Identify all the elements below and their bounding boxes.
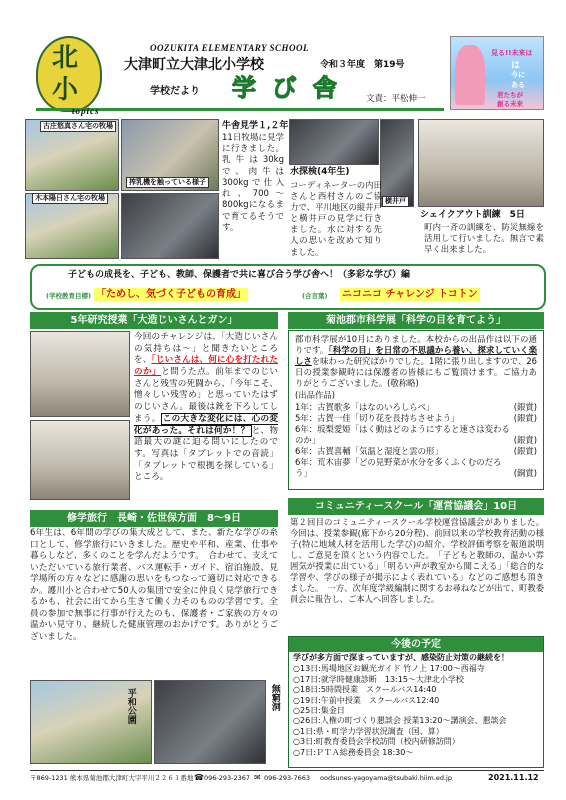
schedule-item: ○25日:集金日: [293, 705, 345, 715]
science-entry-title: 「気温と湿度と雲の形」: [350, 445, 443, 456]
corner-text-3: 今に: [511, 71, 525, 79]
footer-email[interactable]: oodsunes-yagoyama@tsubaki.hiim.ed.jp: [320, 774, 452, 782]
research-text: [134, 332, 278, 484]
research-heading: 5年研究授業「大造じいさんとガン」: [30, 312, 278, 329]
ranch-text: 11日牧場に見学に行きました。乳牛は30kgで、肉牛は300kgで仕入れ、700〜800kgになるまで育てるそうです。: [222, 133, 284, 233]
corner-text-4: ある: [511, 81, 525, 89]
footer-date: 2021.11.12: [488, 773, 539, 782]
photo-cattle: [121, 193, 219, 259]
goal-label: (学校教育目標): [46, 292, 91, 300]
school-goal: 「ためし、気づく子どもの育成」: [96, 289, 246, 300]
science-entry-text: [295, 457, 512, 479]
schedule-item: ○1日:県・町学力学習状況調査（国、算）: [293, 726, 444, 736]
science-entry-text: [295, 402, 434, 413]
science-entry-text: [295, 446, 443, 457]
science-entry-award: (銀賞): [513, 412, 537, 423]
science-entry-title: 「はく動はどのようにすると速さは変わるのか」: [295, 423, 510, 445]
science-entry-award: (銀賞): [513, 445, 537, 456]
trip-heading: 修学旅行 長崎・佐世保方面 8〜9日: [30, 510, 278, 527]
science-entry-title: 「切り花を長持ちさせよう」: [350, 412, 460, 423]
goal-banner: [30, 264, 546, 310]
cave-title: 水探検(4年生): [290, 167, 350, 177]
schedule-intro: 学びが多方面で深まっていますが、感染防止対策の継続を！: [293, 653, 509, 662]
school-name: 大津町立大津北小学校: [124, 57, 264, 73]
research-text-c: と、物語最大の謎に迫る問いにしたのです。写真は「タブレットでの音読」「タブレットで根拠を探している」ところ。: [134, 425, 278, 483]
schedule-box: [288, 636, 544, 768]
science-entry-title: 「はなのいろしらべ」: [350, 401, 435, 412]
phone-icon: ☎: [194, 773, 204, 782]
footer-address: 〒869-1231 熊本県菊池郡大津町大字平川２２６１番地: [30, 774, 194, 782]
science-entry: [295, 446, 537, 457]
newsletter-title: 学 び 舎: [232, 73, 341, 102]
photo-shakeout: [418, 119, 544, 207]
photo-mukyudo: [154, 680, 266, 764]
fax-icon: ✉: [254, 773, 261, 782]
science-heading: 菊池郡市科学展「科学の目を育てよう」: [288, 312, 544, 329]
corner-text-1: 見る!!未来は: [491, 49, 533, 57]
cave-text: コーディネーターの内田さんと西村さんのご協力で、平川地区の縦井戸と横井戸の見学に行きました。水に対する先人の思いを改めて知りました。: [290, 180, 382, 257]
caption-farm-2: 木本陽日さん宅の牧場: [32, 193, 108, 204]
trip-text: 6年生は、6年間の学びの集大成として、また、新たな学びの糸口として、修学旅行にいきました。歴史や平和、産業、仕事や暮らしなど、多くのことを学んだようです。 合わせて、支えていただいている旅行業者、バス運転手・ガイド、宿泊施設、見学場所の方々などに感謝の思いをもつなって適切に対応できるか。護川小と合わせて50人の集団で安全に仲良く見学旅行できるかも、社会に出てから生きて働く力そのものの学習です。全員の参加で無事に行事が行えたのも、保護者・ご家族の方々の温かい見守り、継続した健康管理のおかげです。ありがとうございました。: [30, 528, 278, 642]
science-intro-a: 郡市科学展が10月にありました。本校からの出品作は以下の通りです。: [295, 334, 537, 356]
science-entry-grade: 6年：荒木宙夢: [295, 457, 351, 468]
schedule-list: [289, 664, 543, 758]
science-intro: [295, 334, 537, 389]
schedule-heading: 今後の予定: [289, 637, 543, 652]
corner-text-2: は: [511, 61, 521, 71]
science-entry-award: (銀賞): [513, 401, 537, 412]
community-text: 第２回目のコミュニティースクール学校運営協議会がありました。今回は、授業参観(廊下から20分程)、前回以来の学校教育活動の様子(特に地域人材を活用した学び)の紹介、学校評価考察を報道説明し、ご意見を頂くという内容でした。 「子どもと教師の、温かい雰囲気が授業に出ている」「明るい声が教室から聞こえる」「総合的な学習や、学びの様子が掲示によく表れている」などのご感想も頂きました。 一方、次年度学級編制に関するお尋ねなどが出て、町教委員会に報告し、ご本人へ回答しました。: [290, 517, 544, 604]
logo-char-1: 北: [52, 43, 79, 73]
shakeout-title: シェイクアウト訓練 5日: [420, 210, 525, 220]
science-intro-b: を味わった研究ばかりでした。1階に張り出しますので、26日の授業参観時には保護者の皆様にもご覧頂けます。ご協力ありがとうございました。(敬称略): [295, 356, 538, 389]
science-entry-grade: 5年：古賀一佳: [295, 412, 351, 423]
motto: ニコニコ チャレンジ トコトン: [342, 289, 478, 300]
science-entry: [295, 402, 537, 413]
science-entry: [295, 413, 537, 424]
research-text-b: と問うた点。前年までのじいさんと残雪の死闘から、「今年こそ、憎々しい残雪め」と思っていたはずのじいさん。最後は銃を下ろしてしまう。: [134, 367, 278, 424]
school-logo: [36, 36, 102, 112]
science-list-label: (出品作品): [295, 390, 336, 401]
schedule-item: ○17日:就学時健康診断 13:15〜大津北小学校: [293, 674, 464, 684]
photo-lesson-2: [30, 420, 130, 500]
corner-text-5: 君たちが: [497, 91, 523, 99]
footer-rule: [30, 770, 544, 771]
science-entry: [295, 424, 537, 446]
footer-fax: 096-293-7663: [264, 774, 311, 782]
shakeout-text: 町内一斉の訓練を、防災無線を活用して行いました。無言で素早く出来ました。: [424, 222, 544, 255]
school-english-name: OOZUKITA ELEMENTARY SCHOOL: [150, 43, 310, 53]
corner-text-6: 創る未来: [497, 100, 523, 108]
schedule-item: ○13日:馬場地区お観光ガイド 竹ノ上 17:00〜西福寺: [293, 664, 485, 674]
caption-milking: 搾乳機を触っている様子: [126, 177, 209, 188]
photo-well: [380, 119, 414, 207]
schedule-item: ○18日:5時間授業 スクールバス14:40: [293, 685, 437, 695]
community-heading: コミュニティースクール「運営協議会」10日: [288, 498, 544, 515]
caption-mukyudo: 無窮洞: [269, 684, 280, 711]
science-intro-highlight: 「科学の目」を日常の不思議から養い、探求していく楽しさ: [295, 345, 537, 367]
newsletter-label: 学校だより: [150, 86, 200, 97]
science-entry-grade: 6年：坂梨愛姫: [295, 423, 351, 434]
science-entry-list: [295, 402, 537, 480]
motto-label: (合言葉): [302, 292, 328, 300]
science-entry-award: (銅賞): [513, 468, 537, 479]
science-entry: [295, 457, 537, 479]
corner-image: [450, 36, 544, 110]
schedule-item: ○7日:ＰＴＡ総務委員会 18:30〜: [293, 747, 414, 757]
logo-char-2: 小: [52, 75, 79, 105]
footer-tel: 096-293-2367: [204, 774, 251, 782]
ranch-title: 牛舎見学１,２年: [222, 121, 289, 131]
schedule-item: ○19日:午前中授業 スクールバス12:40: [293, 695, 440, 705]
topics-label: topics: [72, 106, 100, 116]
research-highlight: 「じいさんは、何に心を打たれたのか」: [134, 355, 278, 378]
schedule-item: ○3日:町教育委員会学校訪問（校内研修訪問）: [293, 737, 460, 747]
banner-line-1: 子どもの成長を、子ども、教師、保護者で共に喜び合う学び舎へ！（多彩な学び）編: [68, 270, 411, 280]
science-entry-grade: 1年：古賀歌多: [295, 401, 351, 412]
science-entry-text: [295, 413, 459, 424]
science-entry-title: 「どの見野菜が水分を多くふくむのだろう」: [295, 457, 502, 479]
year-issue: 令和３年度 第19号: [320, 60, 405, 70]
photo-cave: [289, 119, 379, 165]
photo-lesson-1: [30, 331, 130, 417]
science-entry-award: (銀賞): [513, 434, 537, 445]
science-box: [288, 330, 544, 490]
science-entry-grade: 6年：古賀喜輔: [295, 445, 351, 456]
cave-caption: 横井戸: [382, 196, 409, 207]
author: 文責：平松伸一: [366, 94, 426, 104]
research-text-a: 今回のチャレンジは、「大造じいさんの気持ちは〜」と聞きたいところを、: [134, 332, 278, 366]
research-boxed: この大きな変化には、心の変化があった。それは何か！？: [134, 413, 278, 436]
science-entry-text: [295, 424, 512, 446]
caption-peace-park: 平和公園: [125, 688, 136, 724]
schedule-item: ○26日:人権の町づくり懇談会 授業13:20〜講演会、懇談会: [293, 716, 507, 726]
caption-farm-1: 古庄悠真さん宅の牧場: [40, 121, 116, 132]
